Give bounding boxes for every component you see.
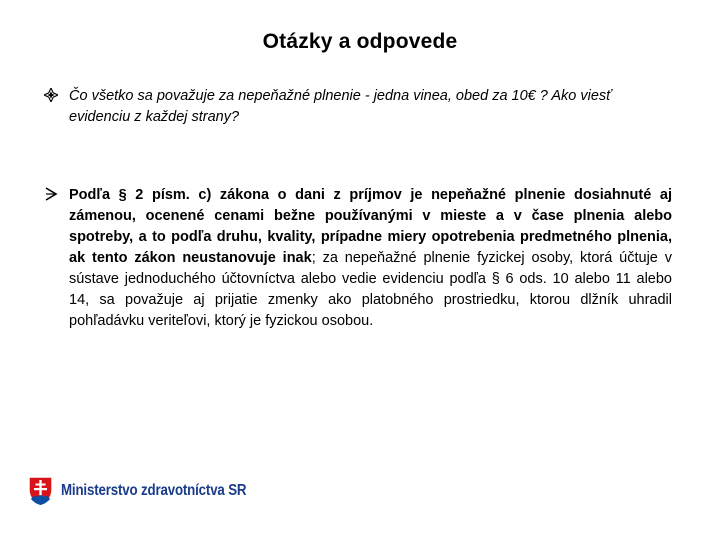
slovak-coat-of-arms-icon: [28, 476, 53, 506]
page-title: Otázky a odpovede: [262, 30, 458, 53]
diamond-bullet-icon: [44, 88, 58, 102]
ministry-logo: [28, 474, 277, 508]
answer-bullet: [44, 185, 672, 332]
ministry-name: Ministerstvo zdravotníctva SR: [61, 482, 247, 499]
arrow-bullet-icon: [44, 187, 58, 201]
question-bullet: [44, 86, 672, 128]
question-text: Čo všetko sa považuje za nepeňažné plnenie - jedna vinea, obed za 10€ ? Ako viesť evidenciu z každej strany?: [69, 88, 612, 125]
answer-bold-text: Podľa § 2 písm. c) zákona o dani z príjmov je nepeňažné plnenie dosiahnuté aj zámenou, ocenené cenami bežne používanými v mieste a v čase plnenia alebo spotreby, a to podľa druhu, kvality, prípadne miery opotrebenia predmetného plnenia, ak tento zákon neustanovuje inak: [69, 187, 672, 266]
answer-regular-text: ; za nepeňažné plnenie fyzickej osoby, ktorá účtuje v sústave jednoduchého účtovníctva alebo vedie evidenciu podľa § 6 ods. 10 alebo 11 alebo 14, sa považuje aj prijatie zmenky ako platobného prostriedku, ktorou dlžník uhradil pohľadávku veriteľovi, ktorý je fyzickou osobou.: [69, 250, 672, 329]
answer-text: [69, 185, 672, 332]
